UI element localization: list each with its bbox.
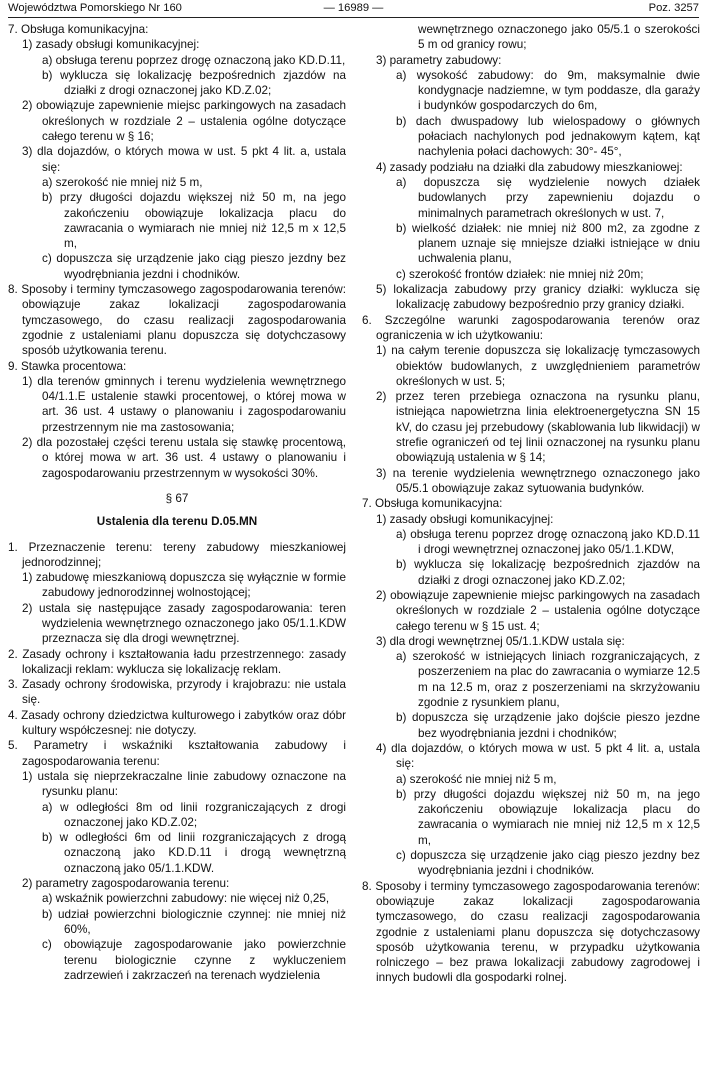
lettered-item: b) wyklucza się lokalizację bezpośrednich zjazdów na działki z drogi oznaczonej jako KD.Z.02;: [42, 68, 346, 98]
lettered-item: c) szerokość frontów działek: nie mniej niż 20m;: [396, 267, 644, 281]
page-number: — 16989 —: [323, 2, 384, 14]
lettered-item: b) przy długości dojazdu większej niż 50 m, na jego zakończeniu obowiązuje lokalizacja placu do zawracania o wymiarach nie mniej niż 12,5 m x 12,5 m,: [396, 787, 700, 847]
numbered-item: 1. Przeznaczenie terenu: tereny zabudowy mieszkaniowej jednorodzinnej;: [8, 540, 346, 569]
sub-item: 1) na całym terenie dopuszcza się lokalizację tymczasowych obiektów budowlanych, z uwzględnieniem parametrów określonych w ust. 5;: [376, 344, 700, 388]
journal-title: Województwa Pomorskiego Nr 160: [8, 2, 182, 14]
sub-item: 1) zasady obsługi komunikacyjnej:: [376, 512, 554, 526]
lettered-item: b) wyklucza się lokalizację bezpośrednich zjazdów na działki z drogi oznaczonej jako KD.Z.02;: [396, 558, 700, 587]
lettered-item: a) w odległości 8m od linii rozgraniczających z drogi oznaczonej jako KD.Z.02;: [42, 800, 346, 829]
sub-item: 4) zasady podziału na działki dla zabudowy mieszkaniowej:: [376, 160, 683, 174]
lettered-item: b) dach dwuspadowy lub wielospadowy o głównych połaciach nachylonych pod jednakowym kątem, kąt nachylenia połaci dachowych: 30°- 45°,: [396, 114, 700, 159]
sub-item: 2) ustala się następujące zasady zagospodarowania: teren wydzielenia wewnętrznego oznaczonego jako 05/1.1.KDW przeznacza się dla drogi wewnętrznej.: [22, 601, 346, 646]
sub-item: 2) obowiązuje zapewnienie miejsc parkingowych na zasadach określonych w rozdziale 2 – ustalenia ogólne dotyczące całego terenu w § 15 ust. 4;: [376, 588, 700, 633]
lettered-item: b) przy długości dojazdu większej niż 50 m, na jego zakończeniu obowiązuje lokalizacja placu do zawracania o wymiarach nie mniej niż 12,5 m x 12,5 m,: [42, 191, 346, 251]
lettered-item: b) w odległości 6m od linii rozgraniczających z drogą oznaczoną jako KD.D.11 i drogą wewnętrzną oznaczoną jako 05/1.1.KDW.: [42, 831, 346, 875]
lettered-item: a) szerokość nie mniej niż 5 m,: [396, 772, 557, 786]
numbered-item: 7. Obsługa komunikacyjna:: [362, 497, 503, 511]
lettered-item: a) wskaźnik powierzchni zabudowy: nie więcej niż 0,25,: [42, 892, 330, 906]
sub-item: 2) przez teren przebiega oznaczona na rysunku planu, istniejąca napowietrzna linia elektroenergetyczna SN 15 kV, do czasu jej przebudowy (skablowania lub likwidacji) w strefie ograniczeń od tej linii oznaczonej na rysunku planu obowiązują ustalenia w § 14;: [376, 390, 700, 465]
right-column: [362, 22, 700, 986]
numbered-item: 5. Parametry i wskaźniki kształtowania zabudowy i zagospodarowania terenu:: [8, 739, 346, 768]
numbered-item: 6. Szczególne warunki zagospodarowania terenów oraz ograniczenia w ich użytkowaniu:: [362, 313, 700, 342]
numbered-item: 9. Stawka procentowa:: [8, 359, 127, 373]
lettered-item: a) szerokość w istniejących liniach rozgraniczających, z poszerzeniem na plac do zawracania o wymiarze 12.5 m na 12.5 m, oraz z poszerzeniami na skrzyżowaniu zgodnie z rysunkiem planu,: [396, 650, 700, 710]
numbered-item: 8. Sposoby i terminy tymczasowego zagospodarowania terenów: obowiązuje zakaz lokalizacji zagospodarowania tymczasowego, do czasu realizacji zagospodarowania zgodnie z ustaleniami planu dopuszcza się dotychczasowy sposób użytkowania terenu, w przypadku użytkowania rolniczego – bez prawa lokalizacji zabudowy zagrodowej i innych budowli dla gospodarki rolnej.: [362, 879, 700, 985]
sub-item: 3) na terenie wydzielenia wewnętrznego oznaczonego jako 05/5.1 obowiązuje zakaz sytuowania budynków.: [376, 466, 700, 495]
section-title: Ustalenia dla terenu D.05.MN: [96, 515, 258, 529]
sub-item: 1) dla terenów gminnych i terenu wydzielenia wewnętrznego 04/1.1.E ustalenie stawki procentowej, o której mowa w art. 36 ust. 4 ustawy o planowaniu i zagospodarowaniu przestrzennym nie ma zastosowania;: [22, 374, 346, 434]
numbered-item: 7. Obsługa komunikacyjna:: [8, 23, 149, 36]
sub-item: 1) zasady obsługi komunikacyjnej:: [22, 38, 200, 52]
lettered-item: a) wysokość zabudowy: do 9m, maksymalnie dwie kondygnacje nadziemne, w tym poddasze, dla garaży i budynków gospodarczych do 6m,: [396, 68, 700, 113]
numbered-item: 2. Zasady ochrony i kształtowania ładu przestrzennego: zasady lokalizacji reklam: wyklucza się lokalizację reklam.: [8, 647, 346, 676]
lettered-item: a) obsługa terenu poprzez drogę oznaczoną jako KD.D.11,: [42, 53, 346, 67]
sub-item: 3) parametry zabudowy:: [376, 53, 502, 67]
lettered-item: c) dopuszcza się urządzenie jako ciąg pieszo jezdny bez wyodrębniania jezdni i chodników.: [42, 252, 346, 281]
lettered-item: b) dopuszcza się urządzenie jako dojście pieszo jezdne bez wyodrębniania jezdni i chodników;: [396, 711, 700, 740]
sub-item: 2) parametry zagospodarowania terenu:: [22, 877, 230, 891]
lettered-item: c) dopuszcza się urządzenie jako ciąg pieszo jezdny bez wyodrębniania jezdni i chodników.: [396, 849, 700, 878]
sub-item: 3) dla drogi wewnętrznej 05/1.1.KDW ustala się:: [376, 634, 625, 648]
sub-item: 1) zabudowę mieszkaniową dopuszcza się wyłącznie w formie zabudowy jednorodzinnej wolnostojącej;: [22, 571, 346, 600]
lettered-item: b) wielkość działek: nie mniej niż 800 m2, za zgodne z planem uznaje się mniejsze działki istniejące w dniu uchwalenia planu,: [396, 221, 700, 266]
lettered-item: wewnętrznego oznaczonego jako 05/5.1 o szerokości 5 m od granicy rowu;: [418, 23, 700, 52]
sub-item: 2) dla pozostałej części terenu ustala się stawkę procentową, o której mowa w art. 36 ust. 4 ustawy o planowaniu i zagospodarowaniu przestrzennym w wysokości 30%.: [22, 436, 346, 480]
position-number: Poz. 3257: [648, 2, 699, 14]
lettered-item: a) obsługa terenu poprzez drogę oznaczoną jako KD.D.11 i drogi wewnętrznej oznaczonej jako 05/1.1.KDW,: [396, 527, 700, 557]
left-column: [8, 22, 346, 983]
numbered-item: 4. Zasady ochrony dziedzictwa kulturowego i zabytków oraz dóbr kultury współczesnej: nie dotyczy.: [8, 708, 346, 738]
sub-item: 2) obowiązuje zapewnienie miejsc parkingowych na zasadach określonych w rozdziale 2 – ustalenia ogólne dotyczące całego terenu w § 16;: [22, 99, 346, 144]
lettered-item: b) udział powierzchni biologicznie czynnej: nie mniej niż 60%,: [42, 907, 346, 936]
lettered-item: c) obowiązuje zagospodarowanie jako powierzchnie terenu biologicznie czynne z wykluczeniem zadrzewień i zakrzaczeń na terenach wydzielenia: [42, 938, 346, 982]
page-header: [8, 0, 699, 18]
sub-item: 3) dla dojazdów, o których mowa w ust. 5 pkt 4 lit. a, ustala się:: [22, 145, 346, 174]
numbered-item: 8. Sposoby i terminy tymczasowego zagospodarowania terenów: obowiązuje zakaz lokalizacji zagospodarowania tymczasowego, do czasu realizacji zagospodarowania zgodnie z ustaleniami planu dopuszcza się dotychczasowy sposób użytkowania terenu.: [8, 283, 346, 358]
numbered-item: 3. Zasady ochrony środowiska, przyrody i krajobrazu: nie ustala się.: [8, 678, 346, 707]
section-number: § 67: [165, 491, 189, 505]
sub-item: 1) ustala się nieprzekraczalne linie zabudowy oznaczone na rysunku planu:: [22, 769, 346, 799]
lettered-item: a) szerokość nie mniej niż 5 m,: [42, 175, 203, 189]
sub-item: 5) lokalizacja zabudowy przy granicy działki: wyklucza się lokalizację zabudowy bezpośrednio przy granicy działki.: [376, 283, 700, 312]
sub-item: 4) dla dojazdów, o których mowa w ust. 5 pkt 4 lit. a, ustala się:: [376, 741, 700, 771]
lettered-item: a) dopuszcza się wydzielenie nowych działek budowlanych przy zapewnieniu dojazdu o minimalnych parametrach określonych w ust. 7,: [396, 175, 700, 220]
